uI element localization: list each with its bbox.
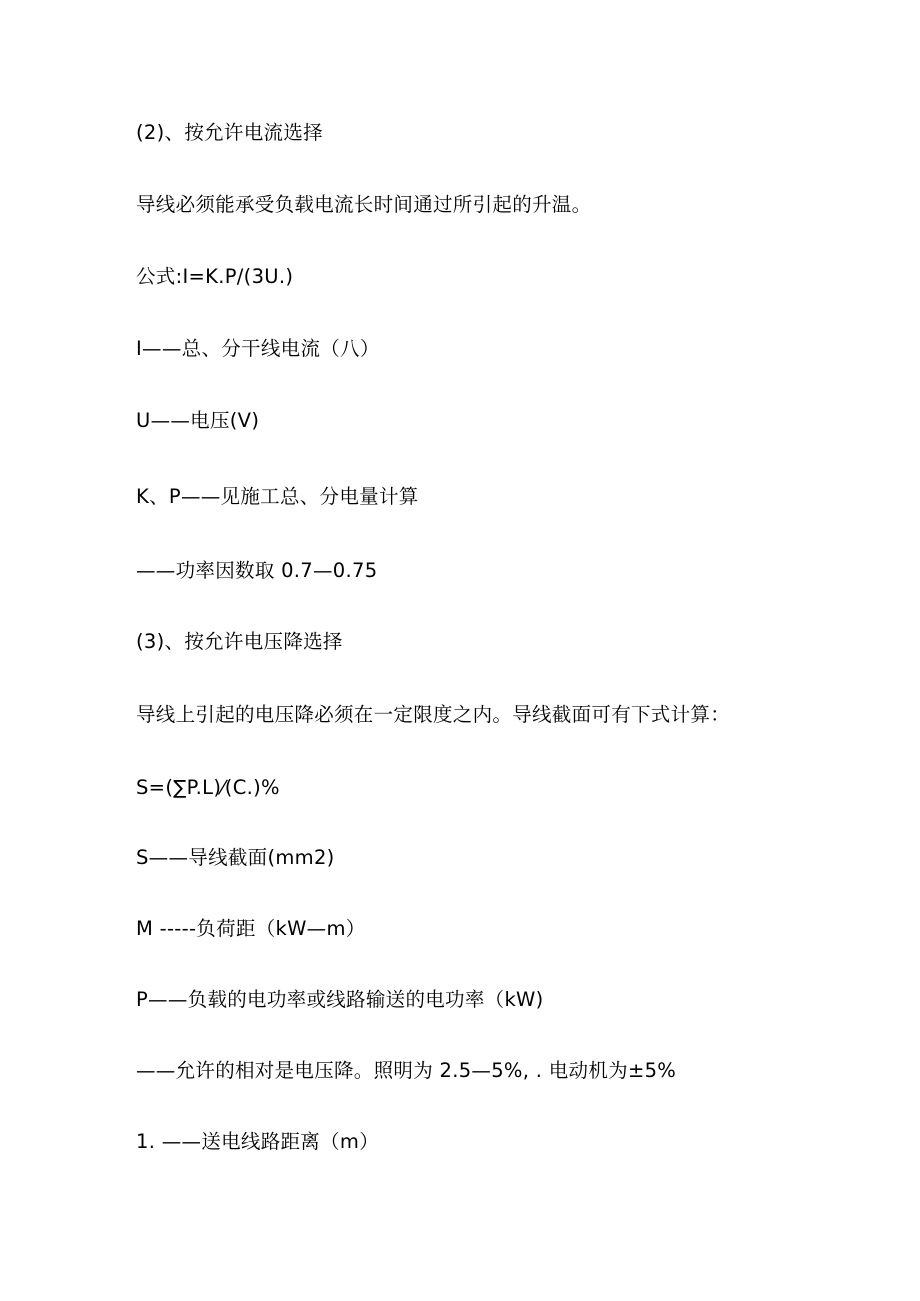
- heading-allowable-voltage-drop: (3)、按允许电压降选择: [136, 630, 343, 653]
- definition-line-distance: 1. ——送电线路距离（m）: [136, 1130, 379, 1153]
- formula-section: S=(∑P.L)⁄(C.)%: [136, 776, 280, 799]
- paragraph-voltage-drop: 导线上引起的电压降必须在一定限度之内。导线截面可有下式计算：: [136, 703, 731, 726]
- definition-k-p: K、P——见施工总、分电量计算: [136, 485, 419, 508]
- heading-allowable-current: (2)、按允许电流选择: [136, 121, 323, 144]
- definition-power-factor: ——功率因数取 0.7—0.75: [136, 559, 378, 582]
- definition-section: S——导线截面(mm2): [136, 846, 335, 869]
- formula-current: 公式:I=K.P/(3U.): [136, 265, 294, 288]
- definition-allowed-drop: ——允许的相对是电压降。照明为 2.5—5%, . 电动机为±5%: [136, 1059, 677, 1082]
- definition-voltage: U——电压(V): [136, 409, 260, 432]
- definition-load-moment: M -----负荷距（kW—m）: [136, 917, 366, 940]
- definition-current: I——总、分干线电流（八）: [136, 337, 380, 360]
- paragraph-current-requirement: 导线必须能承受负载电流长时间通过所引起的升温。: [136, 193, 592, 216]
- definition-power: P——负载的电功率或线路输送的电功率（kW): [136, 988, 544, 1011]
